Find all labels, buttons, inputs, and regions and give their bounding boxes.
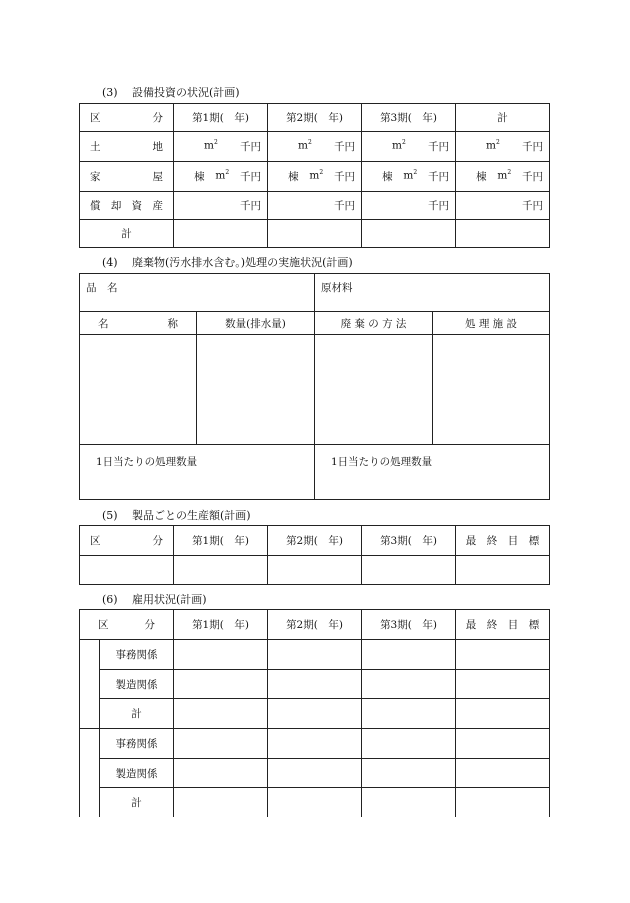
production-value-table bbox=[79, 525, 550, 585]
header-period-2: 第2期( 年) bbox=[268, 610, 362, 640]
cell[interactable]: 千円 bbox=[362, 192, 456, 220]
cell[interactable]: 棟 $m^2$ 千円 bbox=[174, 162, 268, 192]
header-total: 計 bbox=[456, 104, 550, 132]
row-label-land: 土 地 bbox=[80, 132, 174, 162]
cell[interactable]: $m^2$ 千円 bbox=[268, 132, 362, 162]
table-row bbox=[80, 192, 550, 220]
group-label-cell[interactable] bbox=[80, 729, 100, 817]
waste-treatment-table bbox=[79, 273, 550, 500]
cell[interactable]: $m^2$ 千円 bbox=[174, 132, 268, 162]
table-header-row bbox=[80, 610, 550, 640]
cell[interactable] bbox=[456, 788, 550, 817]
header-quantity: 数量(排水量) bbox=[197, 312, 315, 335]
raw-material-field[interactable]: 原材料 bbox=[315, 274, 550, 312]
cell[interactable] bbox=[362, 729, 456, 759]
row-label-depreciable-assets: 償却資産 bbox=[80, 192, 174, 220]
row-label-office: 事務関係 bbox=[100, 729, 174, 759]
cell[interactable] bbox=[174, 556, 268, 585]
row-label-total: 計 bbox=[80, 220, 174, 248]
table-row bbox=[80, 640, 550, 670]
cell[interactable]: 千円 bbox=[268, 192, 362, 220]
table-row bbox=[80, 556, 550, 585]
cell[interactable]: 棟 $m^2$ 千円 bbox=[268, 162, 362, 192]
cell[interactable] bbox=[456, 699, 550, 729]
cell[interactable] bbox=[174, 670, 268, 699]
cell[interactable] bbox=[174, 220, 268, 248]
section-3-title: (3) 設備投資の状況(計画) bbox=[102, 86, 240, 99]
cell[interactable] bbox=[268, 640, 362, 670]
cell[interactable]: 千円 bbox=[456, 192, 550, 220]
table-header-row bbox=[80, 526, 550, 556]
cell[interactable] bbox=[174, 699, 268, 729]
cell[interactable] bbox=[456, 220, 550, 248]
header-disposal-method: 廃 棄 の 方 法 bbox=[315, 312, 433, 335]
cell[interactable] bbox=[174, 729, 268, 759]
row-label-building: 家 屋 bbox=[80, 162, 174, 192]
section-6-title: (6) 雇用状況(計画) bbox=[102, 593, 207, 606]
header-treatment-facility: 処 理 施 設 bbox=[433, 312, 550, 335]
header-period-2: 第2期( 年) bbox=[268, 526, 362, 556]
employment-table bbox=[79, 609, 550, 817]
cell[interactable] bbox=[456, 556, 550, 585]
table-header-row bbox=[80, 104, 550, 132]
cell[interactable] bbox=[174, 640, 268, 670]
cell[interactable] bbox=[362, 699, 456, 729]
cell[interactable] bbox=[268, 788, 362, 817]
header-final-target: 最 終 目 標 bbox=[456, 610, 550, 640]
cell[interactable] bbox=[268, 699, 362, 729]
row-label-manufacturing: 製造関係 bbox=[100, 759, 174, 788]
header-kubun: 区 分 bbox=[80, 526, 174, 556]
row-label-office: 事務関係 bbox=[100, 640, 174, 670]
header-name: 名 称 bbox=[80, 312, 197, 335]
row-label-total: 計 bbox=[100, 788, 174, 817]
cell[interactable] bbox=[433, 335, 550, 445]
cell[interactable]: 棟 $m^2$ 千円 bbox=[456, 162, 550, 192]
table-row bbox=[80, 132, 550, 162]
header-period-1: 第1期( 年) bbox=[174, 610, 268, 640]
product-name-field[interactable]: 品 名 bbox=[80, 274, 315, 312]
product-name-row bbox=[80, 274, 550, 312]
table-row bbox=[80, 162, 550, 192]
daily-quantity-row bbox=[80, 445, 550, 500]
cell[interactable]: 千円 bbox=[174, 192, 268, 220]
cell[interactable] bbox=[268, 556, 362, 585]
header-period-2: 第2期( 年) bbox=[268, 104, 362, 132]
row-label-total: 計 bbox=[100, 699, 174, 729]
cell[interactable] bbox=[362, 759, 456, 788]
header-kubun: 区 分 bbox=[80, 104, 174, 132]
cell[interactable] bbox=[456, 759, 550, 788]
cell[interactable] bbox=[80, 335, 197, 445]
table-header-row bbox=[80, 312, 550, 335]
cell[interactable] bbox=[315, 335, 433, 445]
table-row bbox=[80, 670, 550, 699]
cell[interactable] bbox=[268, 670, 362, 699]
cell[interactable] bbox=[362, 788, 456, 817]
cell[interactable] bbox=[456, 670, 550, 699]
daily-quantity-right[interactable]: 1日当たりの処理数量 bbox=[315, 445, 550, 500]
table-row bbox=[80, 788, 550, 817]
cell[interactable] bbox=[174, 759, 268, 788]
table-row bbox=[80, 699, 550, 729]
cell[interactable]: $m^2$ 千円 bbox=[456, 132, 550, 162]
cell[interactable] bbox=[362, 640, 456, 670]
table-row bbox=[80, 729, 550, 759]
cell[interactable] bbox=[456, 729, 550, 759]
cell[interactable] bbox=[80, 556, 174, 585]
group-label-cell[interactable] bbox=[80, 640, 100, 729]
cell[interactable]: $m^2$ 千円 bbox=[362, 132, 456, 162]
cell[interactable] bbox=[456, 640, 550, 670]
table-row bbox=[80, 759, 550, 788]
cell[interactable] bbox=[362, 556, 456, 585]
header-period-3: 第3期( 年) bbox=[362, 526, 456, 556]
row-label-manufacturing: 製造関係 bbox=[100, 670, 174, 699]
cell[interactable] bbox=[268, 220, 362, 248]
cell[interactable] bbox=[268, 759, 362, 788]
section-4-title: (4) 廃棄物(汚水排水含む。)処理の実施状況(計画) bbox=[102, 256, 353, 269]
cell[interactable]: 棟 $m^2$ 千円 bbox=[362, 162, 456, 192]
header-final-target: 最 終 目 標 bbox=[456, 526, 550, 556]
table-row bbox=[80, 220, 550, 248]
daily-quantity-left[interactable]: 1日当たりの処理数量 bbox=[80, 445, 315, 500]
cell[interactable] bbox=[174, 788, 268, 817]
table-row bbox=[80, 335, 550, 445]
cell[interactable] bbox=[268, 729, 362, 759]
header-period-1: 第1期( 年) bbox=[174, 104, 268, 132]
cell[interactable] bbox=[362, 670, 456, 699]
section-5-title: (5) 製品ごとの生産額(計画) bbox=[102, 509, 251, 522]
header-period-1: 第1期( 年) bbox=[174, 526, 268, 556]
header-period-3: 第3期( 年) bbox=[362, 104, 456, 132]
cell[interactable] bbox=[197, 335, 315, 445]
capital-investment-table bbox=[79, 103, 550, 248]
header-kubun: 区 分 bbox=[80, 610, 174, 640]
cell[interactable] bbox=[362, 220, 456, 248]
header-period-3: 第3期( 年) bbox=[362, 610, 456, 640]
